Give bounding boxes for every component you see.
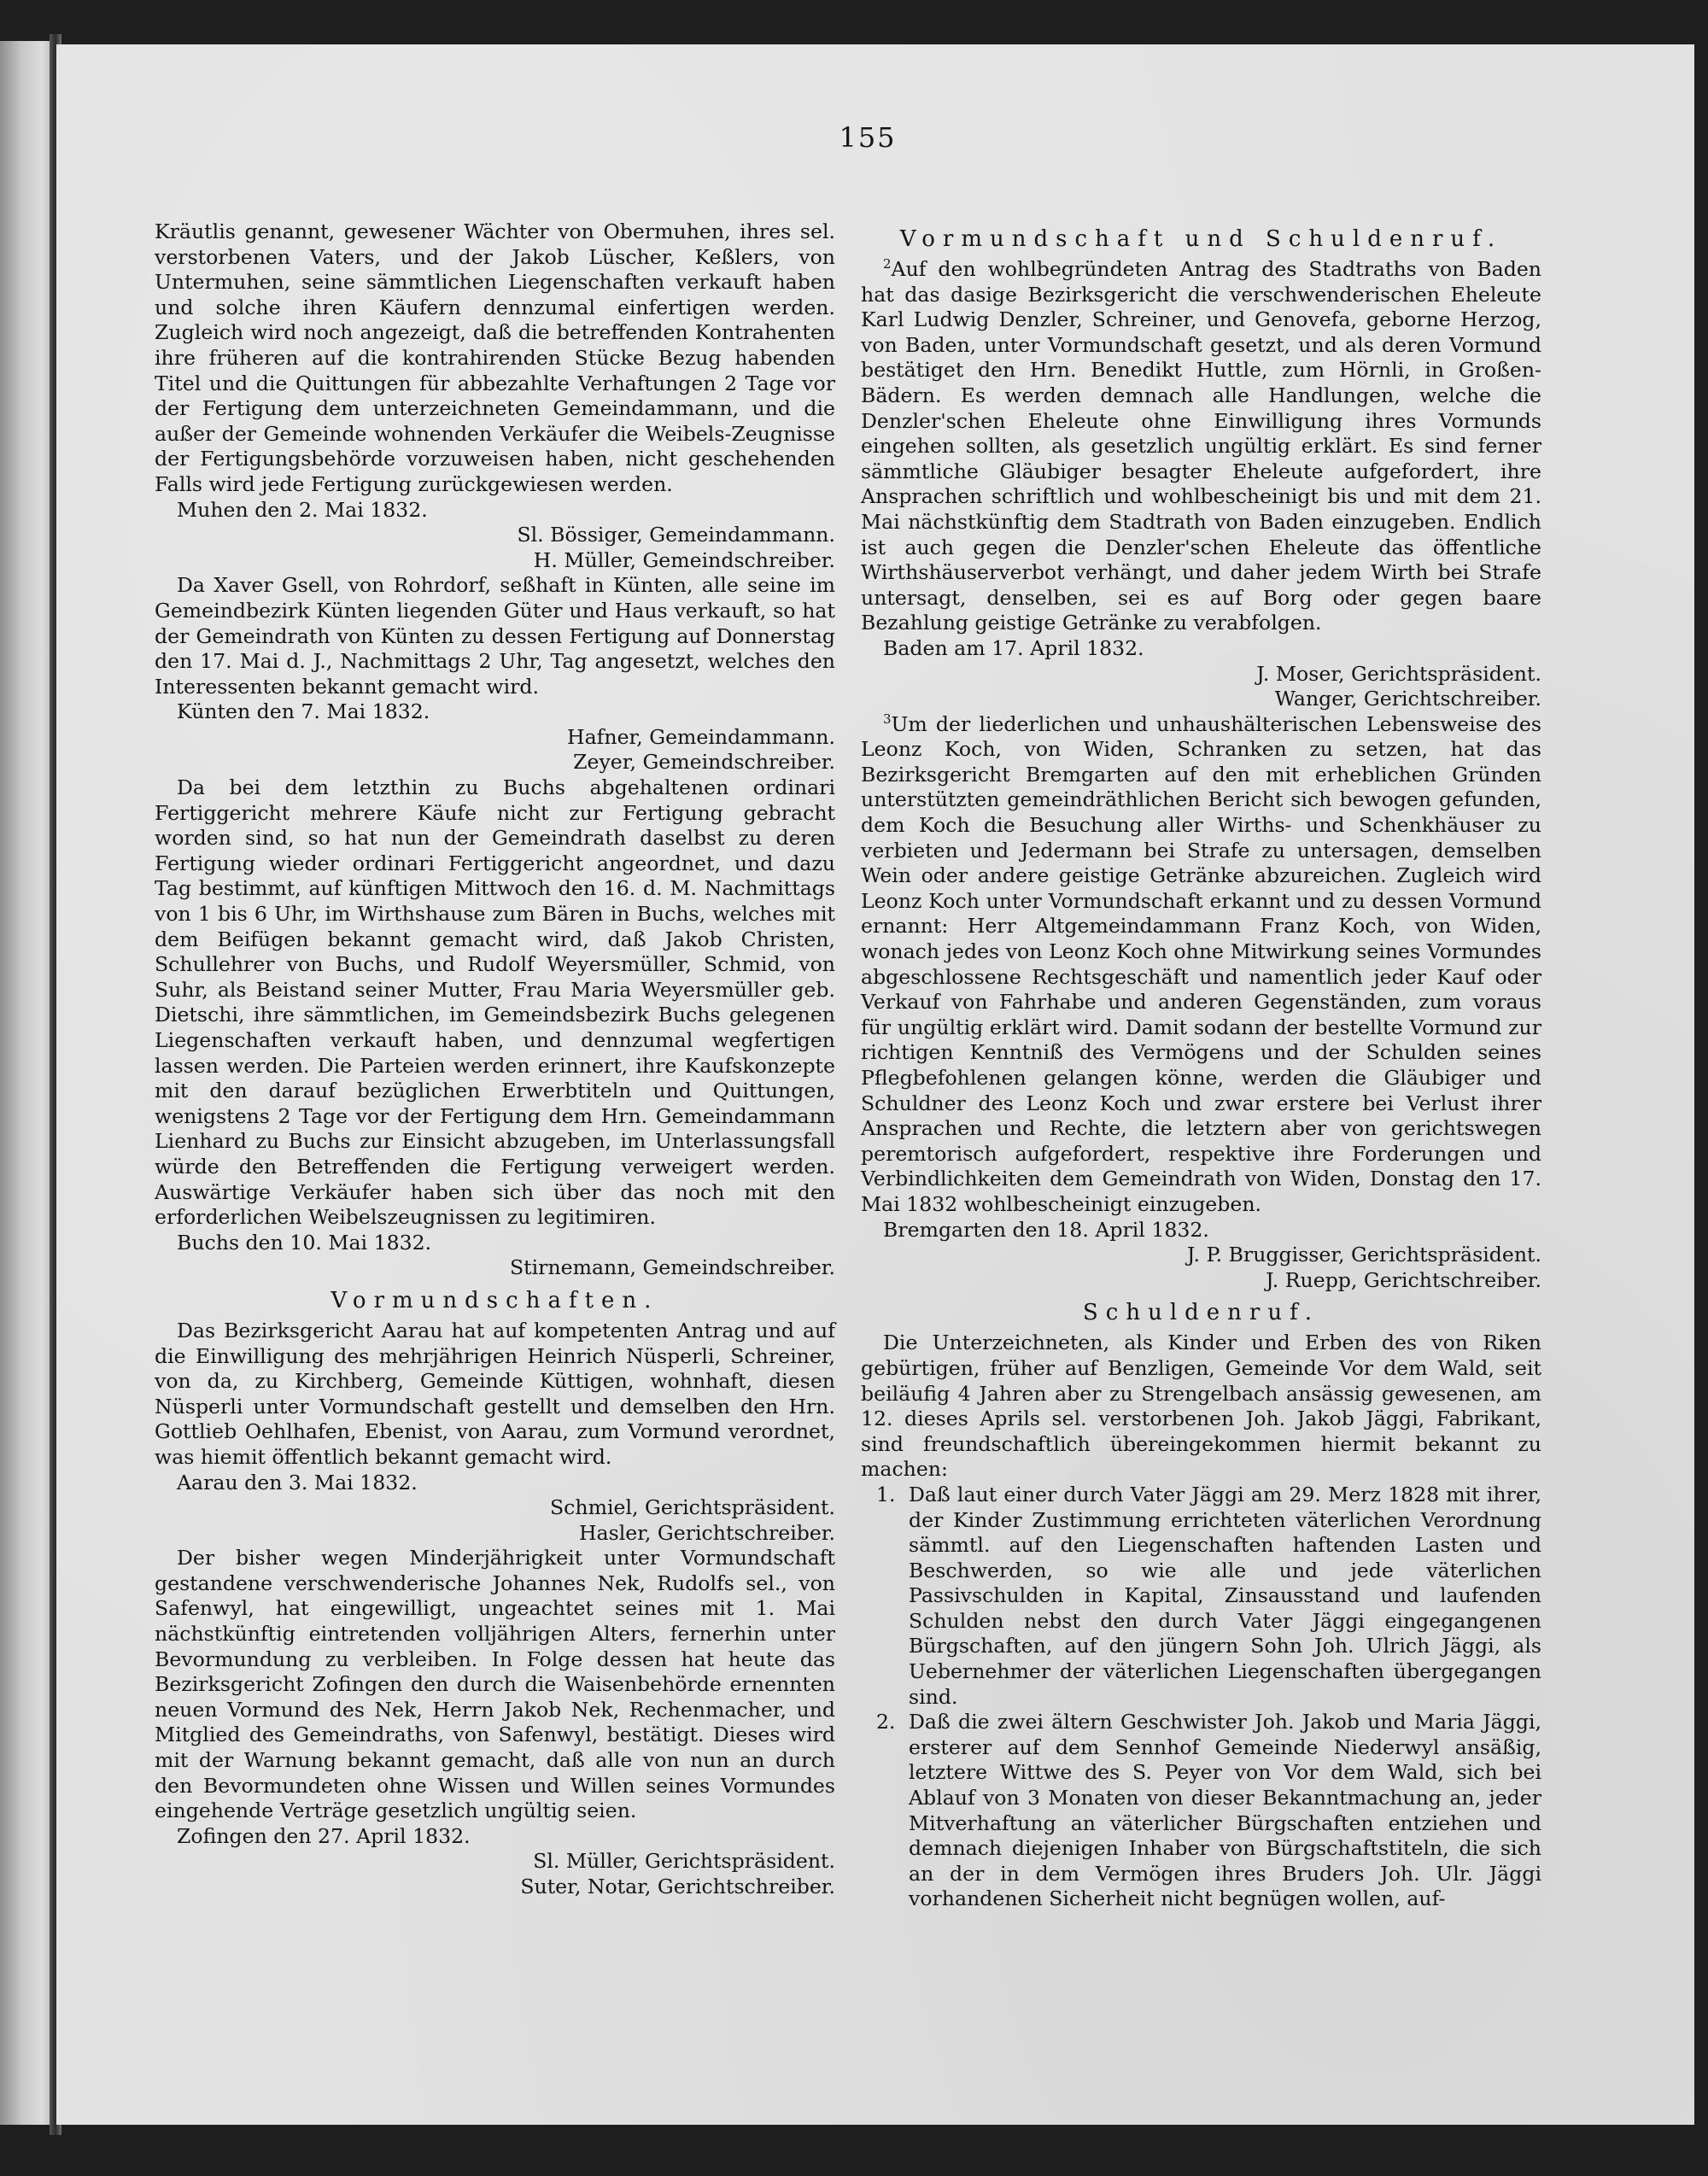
notice-date: Aarau den 3. Mai 1832. — [177, 1470, 418, 1495]
notice-kuenten — [155, 573, 835, 775]
signature: J. Ruepp, Gerichtschreiber. — [1266, 1267, 1541, 1292]
signature: Hasler, Gerichtschreiber. — [578, 1520, 835, 1545]
signature: J. Moser, Gerichtspräsident. — [1256, 661, 1541, 686]
list-item-number: 1. — [876, 1482, 896, 1506]
notice-date: Muhen den 2. Mai 1832. — [177, 497, 428, 522]
list-item-text: Daß laut einer durch Vater Jäggi am 29. Merz 1828 mit ihrer, der Kinder Zustimmung errichteten väterlichen Verordnung sämmtl. auf den Liegenschaften haftenden Lasten und Beschwerden, so wie alle und jede väterlichen Passivschulden in Kapital, Zinsausstand und laufenden Schulden nebst den durch Vater Jäggi eingegangenen Bürgschaften, auf den jüngern Sohn Joh. Ulrich Jäggi, als Uebernehmer der väterlichen Liegenschaften übergegangen sind. — [909, 1482, 1541, 1709]
section-heading-vormundschaften: Vormundschaften. — [330, 1287, 659, 1313]
signature: H. Müller, Gemeindschreiber. — [533, 547, 835, 572]
signature: Sl. Müller, Gerichtspräsident. — [533, 1849, 835, 1874]
signature: Zeyer, Gemeindschreiber. — [573, 750, 835, 775]
notice-date: Bremgarten den 18. April 1832. — [883, 1217, 1209, 1242]
page-number: 155 — [839, 121, 897, 154]
notice-bremgarten — [861, 712, 1541, 1294]
signature: Suter, Notar, Gerichtschreiber. — [520, 1875, 835, 1898]
notice-text: Da Xaver Gsell, von Rohrdorf, seßhaft in Künten, alle seine im Gemeindbezirk Künten liegenden Güter und Haus verkauft, so hat der Gemeindrath von Künten zu dessen Fertigung auf Donnerstag den 17. Mai d. J., Nachmittags 2 Uhr, Tag angesetzt, welches den Interessenten bekannt gemacht wird. — [155, 573, 835, 699]
signature: Schmiel, Gerichtspräsident. — [550, 1495, 835, 1520]
notice-text — [861, 712, 1541, 1218]
notice-buchs — [155, 775, 835, 1281]
section-heading-vormundschaft-schuldenruf: Vormundschaft und Schuldenruf. — [899, 226, 1503, 252]
left-column — [155, 219, 835, 1900]
right-column — [861, 219, 1541, 1912]
notice-text: Da bei dem letzthin zu Buchs abgehaltenen ordinari Fertiggericht mehrere Käufe nicht zur Fertigung gebracht worden sind, so hat nun der Gemeindrath daselbst zu deren Fertigung wieder ordinari Fertiggericht angeordnet, und dazu Tag bestimmt, auf künftigen Mittwoch den 16. d. M. Nachmittags von 1 bis 6 Uhr, im Wirthshause zum Bären in Buchs, welches mit dem Beifügen bekannt gemacht wird, daß Jakob Christen, Schullehrer von Buchs, und Rudolf Weyersmüller, Schmid, von Suhr, als Beistand seiner Mutter, Frau Maria Weyersmüller geb. Dietschi, ihre sämmtlichen, im Gemeindsbezirk Buchs gelegenen Liegenschaften verkauft haben, und dennzumal wegfertigen lassen werden. Die Parteien werden erinnert, ihre Kaufskonzepte mit den darauf bezüglichen Erwerbtiteln und Quittungen, wenigstens 2 Tage vor der Fertigung dem Hrn. Gemeindammann Lienhard zu Buchs zur Einsicht abzugeben, im Unterlassungsfall würde den Betreffenden die Fertigung verweigert werden. Auswärtige Verkäufer haben sich über das noch mit den erforderlichen Weibelszeugnissen zu legitimiren. — [155, 775, 835, 1230]
notice-zofingen — [155, 1546, 835, 1899]
left-page-edge — [0, 41, 53, 2125]
notice-jaeggi — [861, 1331, 1541, 1912]
list-item-number: 2. — [876, 1710, 896, 1734]
notice-text — [861, 257, 1541, 636]
notice-date: Künten den 7. Mai 1832. — [177, 699, 430, 724]
signature: J. P. Bruggisser, Gerichtspräsident. — [1186, 1243, 1541, 1267]
list-item — [861, 1483, 1541, 1710]
footnote-mark: 2 — [883, 256, 892, 272]
signature: Wanger, Gerichtschreiber. — [1274, 687, 1541, 711]
footnote-mark: 3 — [883, 711, 892, 727]
notice-body: Auf den wohlbegründeten Antrag des Stadtraths von Baden hat das dasige Bezirksgericht die verschwenderischen Eheleute Karl Ludwig Denzler, Schreiner, und Genovefa, geborne Herzog, von Baden, unter Vormundschaft gesetzt, und als deren Vormund bestätiget den Hrn. Benedikt Huttle, zum Hörnli, in Großen-Bädern. Es werden demnach alle Handlungen, welche die Denzler'schen Eheleute ohne Einwilligung ihres Vormunds eingehen sollten, als gesetzlich ungültig erklärt. Es sind ferner sämmtliche Gläubiger besagter Eheleute aufgefordert, ihre Ansprachen schriftlich und wohlbescheinigt bis und mit dem 21. Mai nächstkünftig dem Stadtrath von Baden einzugeben. Endlich ist auch gegen die Denzler'schen Eheleute das öffentliche Wirthshäuserverbot verhängt, und daher jedem Wirth bei Strafe untersagt, denselben, sei es auf Borg oder gegen baare Bezahlung geistige Getränke zu verabfolgen. — [861, 257, 1541, 635]
notice-text: Der bisher wegen Minderjährigkeit unter Vormundschaft gestandene verschwenderische Johannes Nek, Rudolfs sel., von Safenwyl, hat eingewilligt, ungeachtet seines mit 1. Mai nächstkünftig eintretenden volljährigen Alters, fernerhin unter Bevormundung zu verbleiben. In Folge dessen hat heute das Bezirksgericht Zofingen den durch die Waisenbehörde ernennten neuen Vormund des Nek, Herrn Jakob Nek, Rechenmacher, und Mitglied des Gemeindraths, von Safenwyl, bestätigt. Dieses wird mit der Warnung bekannt gemacht, daß alle von nun an durch den Bevormundeten ohne Wissen und Willen seines Vormundes eingehende Verträge gesetzlich ungültig seien. — [155, 1546, 835, 1823]
notice-date: Buchs den 10. Mai 1832. — [177, 1230, 432, 1255]
notice-baden — [861, 257, 1541, 712]
notice-text: Kräutlis genannt, gewesener Wächter von Obermuhen, ihres sel. verstorbenen Vaters, und der Jakob Lüscher, Keßlers, von Untermuhen, seine sämmtlichen Liegenschaften verkauft haben und solche ihren Käufern dennzumal einfertigen werden. Zugleich wird noch angezeigt, daß die betreffenden Kontrahenten ihre früheren auf die kontrahirenden Stücke Bezug habenden Titel und die Quittungen für abbezahlte Verhaftungen 2 Tage vor der Fertigung dem unterzeichneten Gemeindammann, und die außer der Gemeinde wohnenden Verkäufer die Weibels-Zeugnisse der Fertigungsbehörde vorzuweisen haben, nicht geschehenden Falls wird jede Fertigung zurückgewiesen werden. — [155, 219, 835, 496]
notice-date: Baden am 17. April 1832. — [883, 635, 1144, 660]
notice-body: Um der liederlichen und unhaushälterischen Lebensweise des Leonz Koch, von Widen, Schranken zu setzen, hat das Bezirksgericht Bremgarten auf den mit erheblichen Gründen unterstützten gemeindräthlichen Bericht sich bewogen gefunden, dem Koch die Besuchung aller Wirths- und Schenkhäuser zu verbieten und Jedermann bei Strafe zu untersagen, demselben Wein oder andere geistige Getränke abzureichen. Zugleich wird Leonz Koch unter Vormundschaft erkannt und zu dessen Vormund ernannt: Herr Altgemeindammann Franz Koch, von Widen, wonach jedes von Leonz Koch ohne Mitwirkung seines Vormundes abgeschlossene Rechtsgeschäft und namentlich jeder Kauf oder Verkauf von Fahrhabe und anderen Gegenständen, zum voraus für ungültig erklärt wird. Damit sodann der bestellte Vormund zur richtigen Kenntniß des Vermögens und der Schulden seines Pflegbefohlenen gelangen könne, werden die Gläubiger und Schuldner des Leonz Koch und zwar erstere bei Verlust ihrer Ansprachen und Rechte, die letztern aber von gerichtswegen peremtorisch aufgefordert, respektive ihre Forderungen und Verbindlichkeiten dem Gemeindrath von Widen, Donstag den 17. Mai 1832 wohlbescheinigt einzugeben. — [861, 711, 1541, 1216]
signature: Hafner, Gemeindammann. — [567, 724, 835, 749]
signature: Sl. Bössiger, Gemeindammann. — [517, 523, 835, 547]
list-item — [861, 1710, 1541, 1912]
notice-text: Das Bezirksgericht Aarau hat auf kompetenten Antrag und auf die Einwilligung des mehrjährigen Heinrich Nüsperli, Schreiner, von da, zu Kirchberg, Gemeinde Küttigen, wohnhaft, diesen Nüsperli unter Vormundschaft gestellt und demselben den Hrn. Gottlieb Oehlhafen, Ebenist, von Aarau, zum Vormund verordnet, was hiemit öffentlich bekannt gemacht wird. — [155, 1318, 835, 1469]
section-heading-schuldenruf: Schuldenruf. — [1082, 1300, 1320, 1326]
list-item-text: Daß die zwei ältern Geschwister Joh. Jakob und Maria Jäggi, ersterer auf dem Sennhof Gemeinde Niederwyl ansäßig, letztere Wittwe des S. Peyer von Vor dem Wald, sich bei Ablauf von 3 Monaten von dieser Bekanntmachung an, jeder Mitverhaftung an väterlicher Bürgschaften entziehen und demnach diejenigen Inhaber von Bürgschaftstiteln, die sich an der in dem Vermögen ihres Bruders Joh. Ulr. Jäggi vorhandenen Sicherheit nicht begnügen wollen, auf- — [909, 1710, 1541, 1911]
signature: Stirnemann, Gemeindschreiber. — [509, 1255, 835, 1280]
notice-aarau — [155, 1319, 835, 1546]
notice-date: Zofingen den 27. April 1832. — [177, 1823, 471, 1848]
notice-text: Die Unterzeichneten, als Kinder und Erben des von Riken gebürtigen, früher auf Benzligen, Gemeinde Vor dem Wald, seit beiläufig 4 Jahren aber zu Strengelbach ansässig gewesenen, am 12. dieses Aprils sel. verstorbenen Joh. Jakob Jäggi, Fabrikant, sind freundschaftlich übereingekommen hiermit bekannt zu machen: — [861, 1331, 1541, 1482]
document-page — [56, 44, 1694, 2125]
notice-muhen — [155, 219, 835, 573]
